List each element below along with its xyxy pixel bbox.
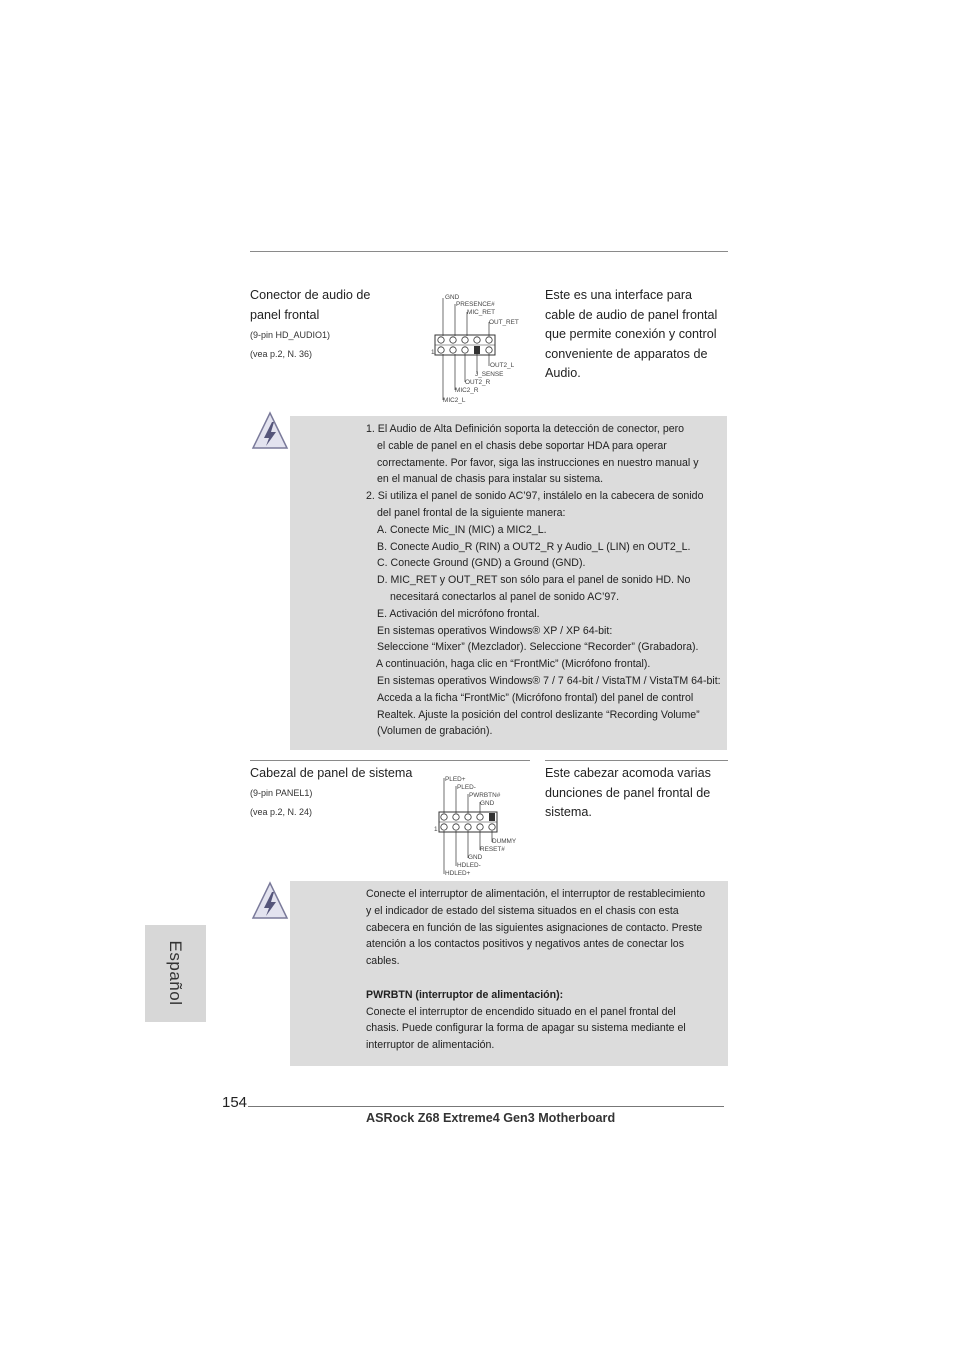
note-line: A continuación, haga clic en “FrontMic” (Micrófono frontal).	[376, 658, 651, 671]
panel-pin-hdled-plus: HDLED+	[445, 870, 471, 877]
audio-pin-gnd: GND	[445, 294, 460, 301]
audio-pin-presence: PRESENCE#	[456, 301, 495, 308]
page-number: 154	[222, 1094, 248, 1111]
panel-pin-label: (9-pin PANEL1)	[250, 788, 313, 798]
note-line: En sistemas operativos Windows® XP / XP 64-bit:	[377, 624, 613, 637]
panel-pin-hdled-minus: HDLED-	[457, 862, 481, 869]
note-line: necesitará conectarlos al panel de sonido AC’97.	[390, 590, 620, 603]
note-line: E. Activación del micrófono frontal.	[377, 607, 540, 620]
warning-triangle-icon	[250, 410, 290, 452]
note-line: Conecte el interruptor de encendido situado en el panel frontal del	[366, 1005, 676, 1018]
note-line: correctamente. Por favor, siga las instrucciones en nuestro manual y	[377, 456, 699, 469]
note-line: Realtek. Ajuste la posición del control deslizante “Recording Volume”	[377, 708, 700, 721]
panel-desc-line: dunciones de panel frontal de	[545, 785, 711, 800]
language-label: Español	[166, 940, 185, 1006]
note-line: cables.	[366, 955, 400, 968]
audio-title-line1: Conector de audio de	[250, 288, 371, 302]
audio-pin-mic2-l: MIC2_L	[443, 397, 466, 404]
audio-pin-mic-ret: MIC_RET	[467, 309, 496, 316]
panel-pin-gnd-bottom: GND	[468, 854, 483, 861]
audio-desc-line: cable de audio de panel frontal	[545, 307, 718, 322]
audio-ref-label: (vea p.2, N. 36)	[250, 349, 313, 359]
audio-pin-out2-l: OUT2_L	[490, 362, 515, 369]
note-line: en el manual de chasis para instalar su sistema.	[377, 473, 604, 486]
audio-description	[545, 286, 717, 384]
footer-divider	[248, 1106, 724, 1107]
top-divider	[250, 251, 728, 252]
panel-pin-gnd-top: GND	[480, 800, 495, 807]
audio-desc-line: que permite conexión y control	[545, 327, 717, 341]
audio-title-line2: panel frontal	[250, 307, 320, 322]
audio-title	[250, 286, 370, 325]
panel-description	[545, 764, 711, 823]
note-line: A. Conecte Mic_IN (MIC) a MIC2_L.	[377, 523, 547, 536]
pwrbtn-heading: PWRBTN (interruptor de alimentación):	[366, 988, 564, 1001]
note-line: cabecera en función de las siguientes asignaciones de contacto. Preste	[366, 921, 703, 934]
audio-desc-line: Este es una interface para	[545, 288, 693, 302]
panel-title: Cabezal de panel de sistema	[250, 766, 413, 780]
audio-pin-j-sense: J_SENSE	[475, 371, 504, 378]
audio-pin-out2-r: OUT2_R	[465, 379, 491, 386]
audio-pin-mic2-r: MIC2_R	[455, 387, 479, 394]
audio-desc-line: Audio.	[545, 366, 581, 380]
note-line: atención a los contactos positivos y negativos antes de conectar los	[366, 938, 684, 951]
note-line: C. Conecte Ground (GND) a Ground (GND).	[377, 557, 586, 570]
panel-pin-pled-minus: PLED-	[457, 784, 476, 791]
note-line: 2. Si utiliza el panel de sonido AC’97, instálelo en la cabecera de sonido	[366, 490, 704, 503]
note-line: chasis. Puede configurar la forma de apagar su sistema mediante el	[366, 1022, 686, 1035]
panel-divider-right	[545, 760, 728, 761]
panel-ref-label: (vea p.2, N. 24)	[250, 807, 313, 817]
panel-pin-1: 1	[434, 826, 438, 833]
panel-pin-dummy: DUMMY	[492, 838, 517, 845]
panel-pin-pwrbtn: PWRBTN#	[469, 792, 501, 799]
note-line: (Volumen de grabación).	[377, 725, 493, 738]
note-line: y el indicador de estado del sistema situados en el chasis con esta	[366, 904, 679, 917]
note-line: Seleccione “Mixer” (Mezclador). Seleccione “Recorder” (Grabadora).	[377, 641, 699, 654]
panel-desc-line: sistema.	[545, 805, 592, 819]
note-line: B. Conecte Audio_R (RIN) a OUT2_R y Audio_L (LIN) en OUT2_L.	[377, 540, 691, 553]
panel-divider	[250, 760, 530, 761]
note-line: D. MIC_RET y OUT_RET son sólo para el panel de sonido HD. No	[377, 574, 691, 587]
panel-note-text	[366, 886, 705, 1054]
audio-pin-1: 1	[431, 349, 435, 356]
note-line: Conecte el interruptor de alimentación, el interruptor de restablecimiento	[366, 888, 706, 900]
language-side-tab	[145, 925, 206, 1022]
audio-pin-out-ret: OUT_RET	[489, 319, 519, 326]
audio-note-text	[366, 421, 721, 740]
note-line: Acceda a la ficha “FrontMic” (Micrófono frontal) del panel de control	[377, 691, 694, 704]
audio-pin-label: (9-pin HD_AUDIO1)	[250, 330, 331, 340]
note-line: el cable de panel en el chasis debe soportar HDA para operar	[377, 439, 667, 452]
note-line: interruptor de alimentación.	[366, 1039, 495, 1052]
panel-pin-pled-plus: PLED+	[445, 776, 466, 783]
panel-pin-reset: RESET#	[480, 846, 505, 853]
audio-desc-line: conveniente de apparatos de	[545, 346, 708, 361]
panel-desc-line: Este cabezar acomoda varias	[545, 766, 711, 780]
note-line: del panel frontal de la siguiente manera:	[377, 506, 566, 519]
warning-triangle-icon	[250, 880, 290, 922]
footer-title: ASRock Z68 Extreme4 Gen3 Motherboard	[366, 1111, 616, 1125]
note-line: 1. El Audio de Alta Definición soporta la detección de conector, pero	[366, 423, 685, 435]
audio-header-diagram	[420, 290, 530, 405]
note-line: En sistemas operativos Windows® 7 / 7 64-bit / VistaTM / VistaTM 64-bit:	[377, 674, 721, 687]
panel-header-diagram	[430, 770, 530, 878]
